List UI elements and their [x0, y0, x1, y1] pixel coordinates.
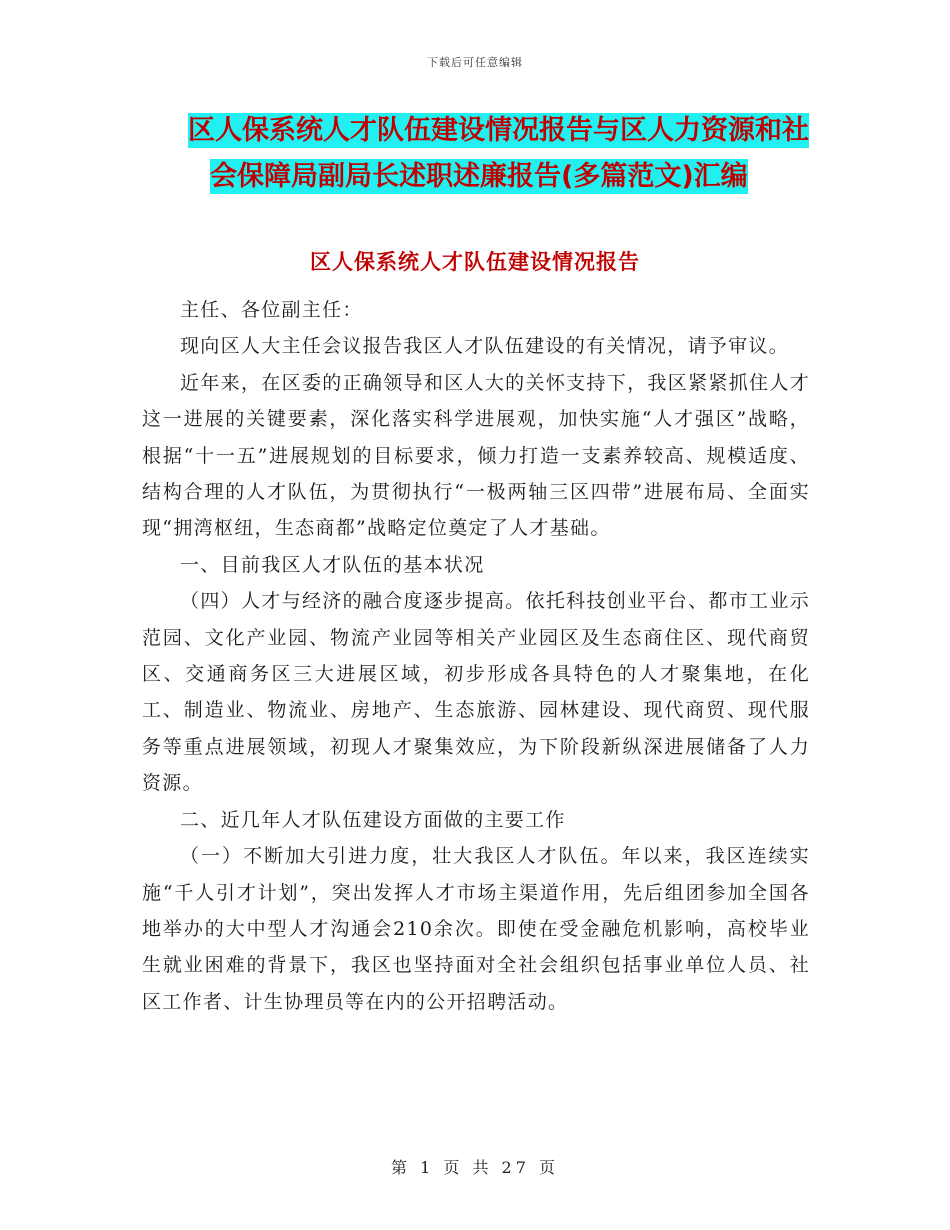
body-paragraph: （四）人才与经济的融合度逐步提高。依托科技创业平台、都市工业示范园、文化产业园、物流产业园等相关产业园区及生态商住区、现代商贸区、交通商务区三大进展区域，初步形成各具特色的人才聚集地，在化工、制造业、物流业、房地产、生态旅游、园林建设、现代商贸、现代服务等重点进展领域，初现人才聚集效应，为下阶段新纵深进展储备了人力资源。: [142, 590, 810, 795]
document-body: [142, 292, 810, 1020]
document-title: [188, 108, 828, 200]
document-title-line-1: 区人保系统人才队伍建设情况报告与区人力资源和社: [188, 115, 809, 146]
document-title-line-2: 会保障局副局长述职述廉报告(多篇范文)汇编: [210, 161, 748, 192]
section-title: 区人保系统人才队伍建设情况报告: [310, 250, 640, 274]
salutation-paragraph: 主任、各位副主任：: [180, 299, 363, 321]
body-paragraph: 近年来，在区委的正确领导和区人大的关怀支持下，我区紧紧抓住人才这一进展的关键要素，深化落实科学进展观，加快实施“人才强区”战略，根据“十一五”进展规划的目标要求，倾力打造一支素养较高、规模适度、结构合理的人才队伍，为贯彻执行“一极两轴三区四带”进展布局、全面实现“拥湾枢纽，生态商都”战略定位奠定了人才基础。: [142, 371, 810, 540]
page-number-footer: 第 1 页 共 27 页: [391, 1158, 559, 1177]
body-paragraph: （一）不断加大引进力度，壮大我区人才队伍。年以来，我区连续实施“千人引才计划”，突出发挥人才市场主渠道作用，先后组团参加全国各地举办的大中型人才沟通会210余次。即使在受金融危机影响，高校毕业生就业困难的背景下，我区也坚持面对全社会组织包括事业单位人员、社区工作者、计生协理员等在内的公开招聘活动。: [142, 845, 810, 1013]
section-heading-paragraph: 一、目前我区人才队伍的基本状况: [180, 553, 485, 576]
page-header-note: 下载后可任意编辑: [427, 56, 523, 69]
section-heading-paragraph: 二、近几年人才队伍建设方面做的主要工作: [180, 808, 566, 831]
body-paragraph: 现向区人大主任会议报告我区人才队伍建设的有关情况，请予审议。: [180, 335, 790, 358]
